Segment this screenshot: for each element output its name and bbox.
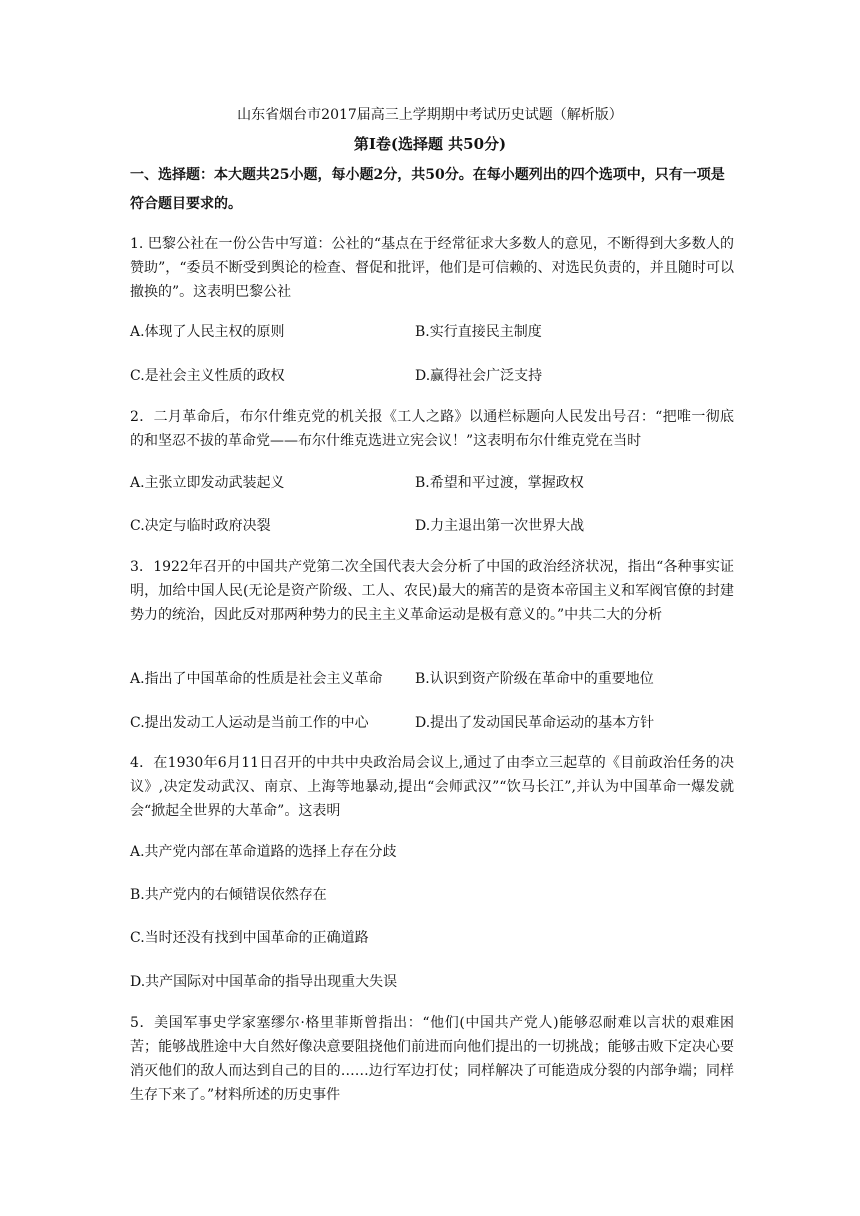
question-3-option-d: D.提出了发动国民革命运动的基本方针 (415, 715, 655, 731)
question-4-option-c: C.当时还没有找到中国革命的正确道路 (130, 930, 369, 946)
question-2-option-b: B.希望和平过渡，掌握政权 (415, 475, 584, 491)
question-1-option-b: B.实行直接民主制度 (415, 324, 542, 340)
question-1-option-d: D.赢得社会广泛支持 (415, 368, 543, 384)
question-5-stem: 5．美国军事史学家塞缪尔·格里菲斯曾指出：“他们(中国共产党人)能够忍耐难以言状的艰难困苦；能够战胜途中大自然好像决意要阻挠他们前进而向他们提出的一切挑战；能够击败下定决心要消灭他们的敌人而达到自己的目的……边行军边打仗；同样解决了可能造成分裂的内部争端；同样生存下来了。”材料所述的历史事件 (130, 1015, 734, 1103)
question-2-stem: 2．二月革命后，布尔什维克党的机关报《工人之路》以通栏标题向人民发出号召：“把唯一彻底的和坚忍不拔的革命党——布尔什维克选进立宪会议！”这表明布尔什维克党在当时 (130, 409, 734, 449)
question-2-option-c: C.决定与临时政府决裂 (130, 518, 271, 534)
instructions: 一、选择题：本大题共25小题，每小题2分，共50分。在每小题列出的四个选项中，只有一项是符合题目要求的。 (130, 167, 725, 212)
question-4-option-d: D.共产国际对中国革命的指导出现重大失误 (130, 974, 398, 990)
question-3-stem: 3．1922年召开的中国共产党第二次全国代表大会分析了中国的政治经济状况，指出“各种事实证明，加给中国人民(无论是资产阶级、工人、农民)最大的痛苦的是资本帝国主义和军阀官僚的封建势力的统治，因此反对那两种势力的民主主义革命运动是极有意义的。”中共二大的分析 (130, 559, 734, 623)
question-1-option-a: A.体现了人民主权的原则 (130, 324, 285, 340)
question-3-option-c: C.提出发动工人运动是当前工作的中心 (130, 715, 369, 731)
question-4-stem: 4．在1930年6月11日召开的中共中央政治局会议上,通过了由李立三起草的《目前政治任务的决议》,决定发动武汉、南京、上海等地暴动,提出“会师武汉”“饮马长江”,并认为中国革命一爆发就会“掀起全世界的大革命”。这表明 (130, 755, 734, 819)
question-4-option-b: B.共产党内的右倾错误依然存在 (130, 887, 327, 903)
question-2-option-a: A.主张立即发动武装起义 (130, 475, 285, 491)
document-title: 山东省烟台市2017届高三上学期期中考试历史试题（解析版） (237, 107, 623, 123)
question-1-stem: 1. 巴黎公社在一份公告中写道：公社的“基点在于经常征求大多数人的意见，不断得到大多数人的赞助”，“委员不断受到舆论的检查、督促和批评，他们是可信赖的、对选民负责的，并且随时可以撤换的”。这表明巴黎公社 (130, 236, 734, 300)
question-4-option-a: A.共产党内部在革命道路的选择上存在分歧 (130, 844, 397, 860)
question-2-option-d: D.力主退出第一次世界大战 (415, 518, 585, 534)
question-3-option-a: A.指出了中国革命的性质是社会主义革命 (130, 671, 383, 687)
question-3-option-b: B.认识到资产阶级在革命中的重要地位 (415, 671, 654, 687)
section-title: 第Ⅰ卷(选择题 共50分) (353, 135, 507, 153)
question-1-option-c: C.是社会主义性质的政权 (130, 368, 285, 384)
